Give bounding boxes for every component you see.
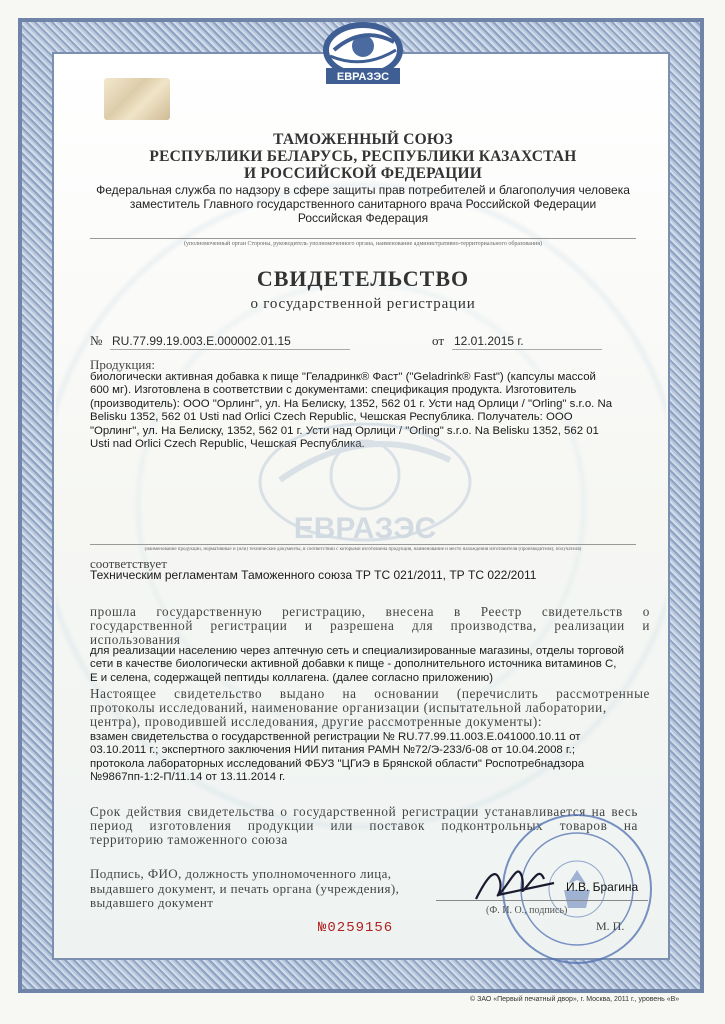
- basis-line: 03.10.2011 г.; экспертного заключения НИИ питания РАМН №72/Э-233/б-08 от 10.04.2008 г.;: [90, 744, 576, 757]
- certificate-title: СВИДЕТЕЛЬСТВО: [256, 266, 470, 291]
- printer-footer: © ЗАО «Первый печатный двор», г. Москва, 2011 г., уровень «В»: [470, 996, 680, 1003]
- certificate-subtitle: о государственной регистрации: [250, 296, 476, 312]
- product-label: Продукция:: [90, 357, 155, 372]
- conformity-label: соответствует: [90, 556, 167, 571]
- authority-caption: (уполномоченный орган Стороны, руководитель уполномоченного органа, наименование административно-территориального образования): [184, 241, 542, 247]
- signature-caption: [90, 867, 420, 911]
- org-title-line2: РЕСПУБЛИКИ БЕЛАРУСЬ, РЕСПУБЛИКИ КАЗАХСТАН: [149, 148, 577, 165]
- usage-line: для реализации населению через аптечную сеть и специализированные магазины, отделы торговой: [90, 645, 624, 657]
- seal-label: М. П.: [596, 919, 625, 933]
- registration-statement: [90, 605, 650, 647]
- hologram-sticker: [104, 78, 170, 120]
- org-title-line1: ТАМОЖЕННЫЙ СОЮЗ: [273, 131, 453, 148]
- statement-line: прошла государственную регистрацию, внесена в Реестр свидетельств о: [90, 604, 650, 619]
- validity-line: Срок действия свидетельства о государственной регистрации устанавливается на весь: [90, 804, 638, 819]
- validity-line: период изготовления продукции или поставок подконтрольных товаров на: [90, 818, 638, 833]
- basis-intro-line: центра), проводившей исследования, другие рассмотренные документы):: [90, 714, 543, 729]
- statement-line: государственной регистрации и разрешена для производства, реализации и: [90, 618, 650, 633]
- watermark-text: ЕВРАЗЭС: [293, 512, 437, 545]
- basis-intro-line: протоколы исследований, наименование организации (испытательной лаборатории,: [90, 700, 607, 715]
- divider: [90, 238, 636, 239]
- authority-line3: Российская Федерация: [297, 211, 429, 225]
- signature-caption-line: Подпись, ФИО, должность уполномоченного лица,: [90, 866, 392, 881]
- usage-line: Е и селена, содержащей пептиды коллагена. (далее согласно приложению): [90, 671, 494, 684]
- product-line: "Орлинг", ул. На Белиску, 1352, 562 01 г. Усти над Орлици / "Orling" s.r.o. Na Belisku 1352, 562 01: [90, 424, 599, 437]
- date-prefix: от: [432, 333, 445, 348]
- signature-caption-line: выдавшего документ: [90, 895, 214, 910]
- basis-intro-line: Настоящее свидетельство выдано на основании (перечислить рассмотренные: [90, 686, 650, 701]
- signature-line: [436, 900, 648, 901]
- basis-line: взамен свидетельства о государственной регистрации № RU.77.99.11.003.Е.041000.10.11 от: [90, 731, 581, 743]
- product-line: (производитель): ООО "Орлинг", ул. На Белиску, 1352, 562 01 г. Усти над Орлици / "Orling" s.r.o. Na: [90, 397, 613, 410]
- signatory-name: И.В. Брагина: [566, 880, 639, 894]
- form-number: №0259156: [318, 920, 394, 936]
- product-line: 600 мг). Изготовлена в соответствии с документами: спецификация продукта. Изготовитель: [90, 384, 577, 397]
- eurasec-logo-icon: [320, 20, 406, 88]
- product-caption: (наименование продукции, нормативные и (или) технические документы, в соответствии с которыми изготовлена продукция, наименование и место нахождения изготовителя (производителя), получателя): [144, 547, 582, 552]
- divider: [90, 544, 636, 545]
- logo-text: ЕВРАЗЭС: [336, 71, 390, 83]
- date-underline: [452, 349, 602, 350]
- statement-line: использования: [90, 632, 181, 647]
- conformity-text: Техническим регламентам Таможенного союза ТР ТС 021/2011, ТР ТС 022/2011: [90, 568, 537, 582]
- signature-caption-line: выдавшего документ, и печать органа (учреждения),: [90, 880, 400, 896]
- registration-number: RU.77.99.19.003.Е.000002.01.15: [112, 334, 291, 348]
- handwritten-signature-icon: [470, 855, 560, 911]
- signature-name-caption: (Ф. И. О., подпись): [486, 905, 568, 916]
- registration-date: 12.01.2015 г.: [454, 334, 524, 348]
- product-line: Belisku 1352, 562 01 Usti nad Orlici Czech Republic, Чешская Республика. Получатель: ООО: [90, 411, 573, 424]
- basis-line: протокола лабораторных исследований ФБУЗ "ЦГиЭ в Брянской области" Роспотребнадзора: [90, 757, 585, 770]
- basis-intro: [90, 687, 650, 729]
- number-underline: [110, 349, 350, 350]
- basis-line: №9867пп-1:2-П/11.14 от 13.11.2014 г.: [90, 771, 286, 784]
- authority-line1: Федеральная служба по надзору в сфере защиты прав потребителей и благополучия человека: [96, 183, 630, 197]
- product-line: биологически активная добавка к пище "Геладринк® Фаст" ("Geladrink® Fast") (капсулы массой: [90, 371, 596, 383]
- usage-text: [90, 645, 652, 685]
- product-line: Usti nad Orlici Czech Republic, Чешская Республика.: [90, 438, 365, 451]
- usage-line: сети в качестве биологически активной добавки к пище - дополнительного источника витаминов С,: [90, 658, 617, 671]
- org-title-line3: И РОССИЙСКОЙ ФЕДЕРАЦИИ: [244, 165, 482, 182]
- authority-line2: заместитель Главного государственного санитарного врача Российской Федерации: [129, 197, 597, 211]
- number-prefix: №: [90, 333, 103, 348]
- validity-line: территорию таможенного союза: [90, 832, 288, 847]
- basis-documents: [90, 731, 652, 785]
